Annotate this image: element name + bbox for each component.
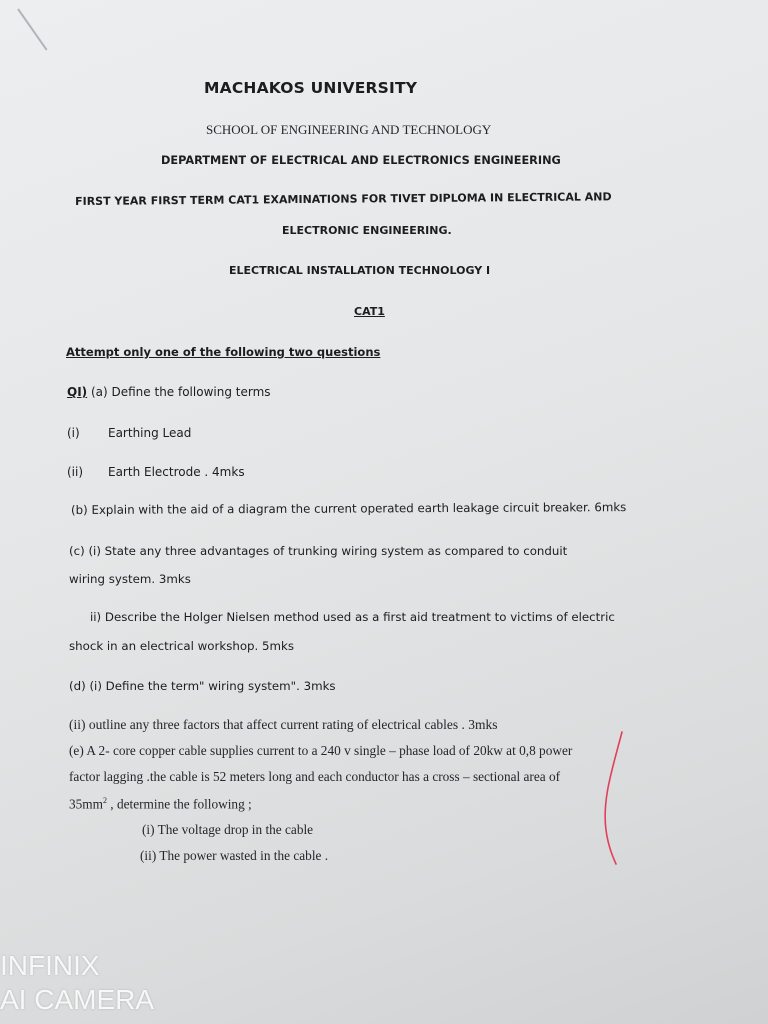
q1-e-line1: (e) A 2- core copper cable supplies current to a 240 v single – phase load of 20kw at 0,8 power — [69, 743, 573, 758]
q1-c-i-line1: (c) (i) State any three advantages of trunking wiring system as compared to conduit — [69, 544, 568, 558]
department-name: DEPARTMENT OF ELECTRICAL AND ELECTRONICS ENGINEERING — [161, 154, 561, 167]
q1-a-i-text: Earthing Lead — [108, 426, 192, 440]
exam-title-line2: ELECTRONIC ENGINEERING. — [282, 224, 452, 237]
course-title: ELECTRICAL INSTALLATION TECHNOLOGY I — [229, 264, 491, 277]
q1-c-ii-line1: ii) Describe the Holger Nielsen method used as a first aid treatment to victims of electric — [90, 610, 615, 624]
q1-b: (b) Explain with the aid of a diagram the current operated earth leakage circuit breaker. 6mks — [71, 500, 627, 517]
q1-a-text: (a) Define the following terms — [87, 385, 271, 399]
q1-label: QI) — [67, 385, 88, 399]
instructions: Attempt only one of the following two questions — [66, 345, 381, 359]
q1-a-ii — [67, 465, 83, 479]
cat-label: CAT1 — [354, 305, 385, 318]
university-title: MACHAKOS UNIVERSITY — [204, 79, 418, 97]
exam-title-line1: FIRST YEAR FIRST TERM CAT1 EXAMINATIONS FOR TIVET DIPLOMA IN ELECTRICAL AND — [75, 190, 612, 208]
red-pen-mark — [598, 730, 628, 870]
q1-e-line3-superscript: 2 — [102, 796, 107, 805]
camera-watermark-line1: INFINIX — [0, 950, 100, 981]
q1-e-line3-rest: , determine the following ; — [106, 796, 252, 812]
school-name: SCHOOL OF ENGINEERING AND TECHNOLOGY — [206, 122, 492, 137]
q1-e-line2: factor lagging .the cable is 52 meters long and each conductor has a cross – sectional area of — [69, 769, 561, 784]
q1-a-ii-text: Earth Electrode . 4mks — [108, 465, 245, 479]
q1-e-line3 — [69, 796, 252, 812]
q1-a-i — [67, 426, 80, 440]
q1-c-ii-line2: shock in an electrical workshop. 5mks — [69, 639, 294, 653]
q1-e-ii: (ii) The power wasted in the cable . — [140, 848, 329, 863]
q1-a-ii-number: (ii) — [67, 465, 84, 479]
q1-e-line3-area: 35mm — [69, 796, 103, 812]
q1-a-i-number: (i) — [67, 426, 80, 440]
q1-a — [67, 385, 271, 399]
q1-d-ii: (ii) outline any three factors that affect current rating of electrical cables . 3mks — [69, 717, 498, 732]
paper-crease — [17, 8, 47, 50]
camera-watermark-line2: AI CAMERA — [0, 984, 155, 1015]
q1-e-i: (i) The voltage drop in the cable — [142, 822, 314, 837]
q1-d-i: (d) (i) Define the term" wiring system". 3mks — [69, 679, 336, 693]
q1-c-i-line2: wiring system. 3mks — [69, 572, 191, 586]
